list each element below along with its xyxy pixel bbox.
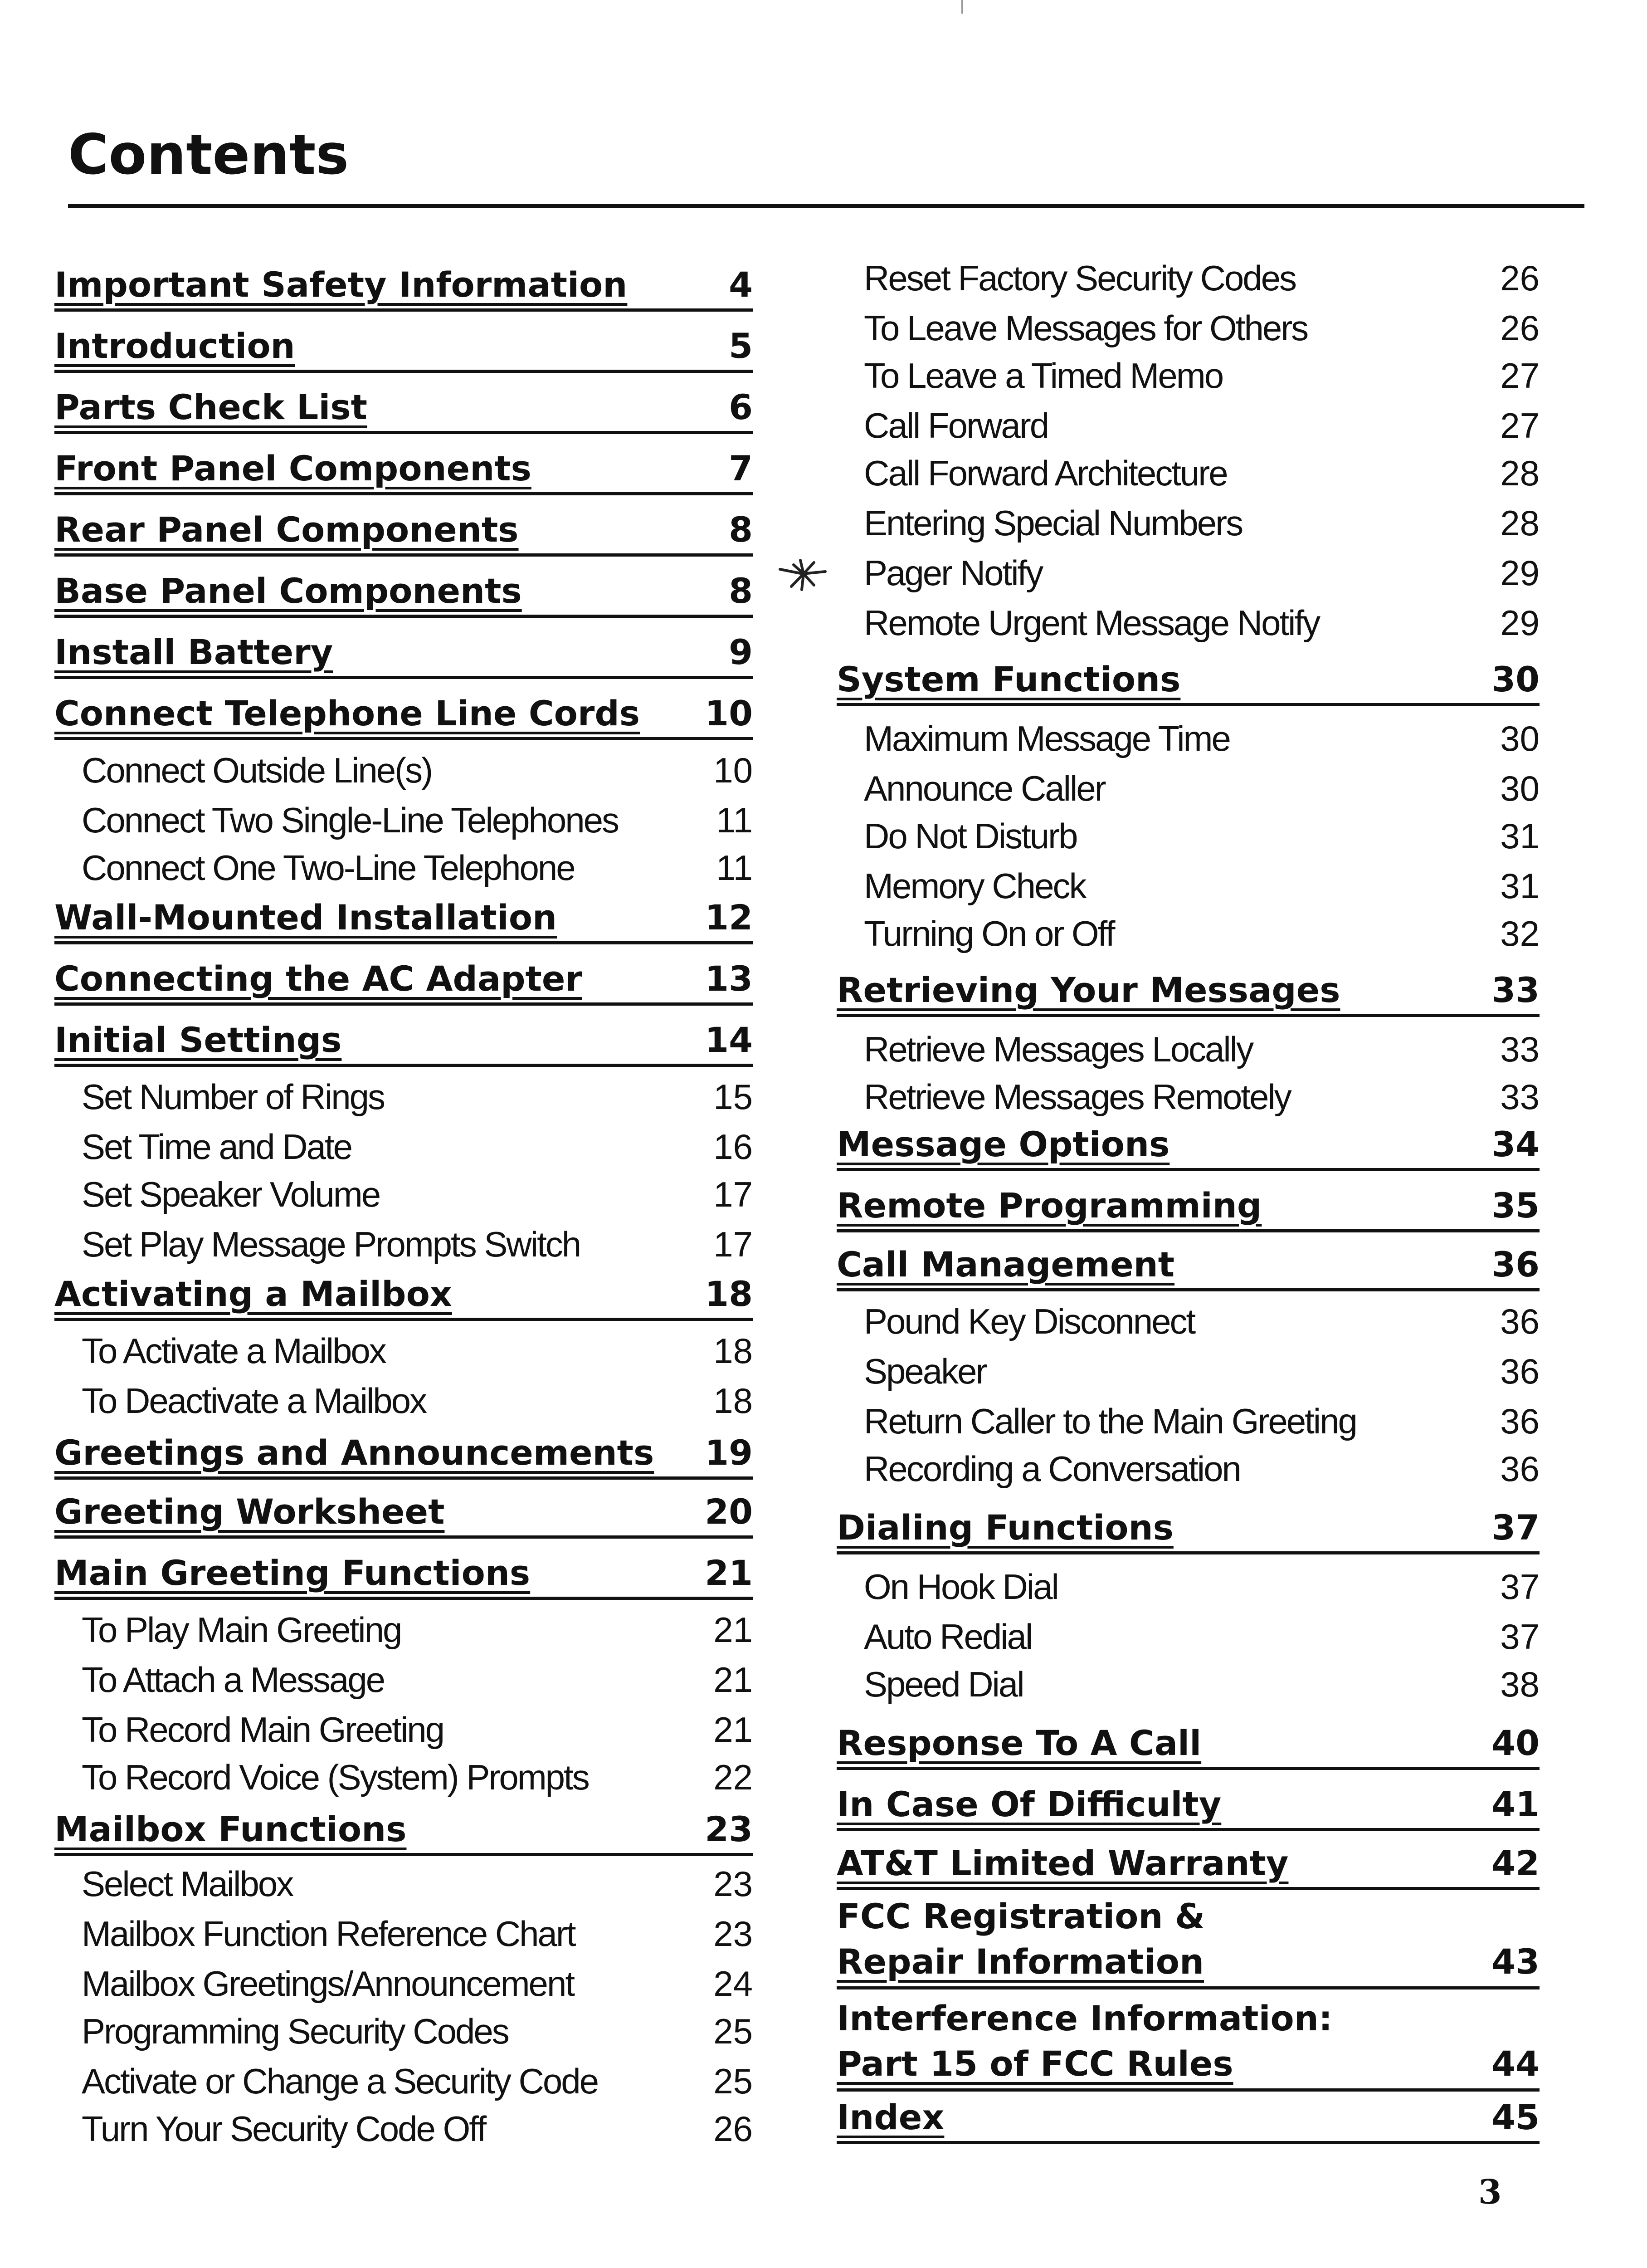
toc-page-number: 36 xyxy=(1500,1401,1540,1441)
toc-page-number: 40 xyxy=(1491,1723,1540,1763)
toc-subentry[interactable] xyxy=(837,1349,1540,1393)
toc-subentry[interactable] xyxy=(54,1862,753,1906)
toc-subentry[interactable] xyxy=(837,256,1540,300)
toc-entry-label: Mailbox Functions xyxy=(54,1809,407,1849)
toc-subentry[interactable] xyxy=(54,2009,753,2053)
toc-entry-label xyxy=(837,1996,1332,2087)
toc-entry-label: Turning On or Off xyxy=(864,914,1114,953)
toc-subentry[interactable] xyxy=(54,1173,753,1216)
toc-entry-label: Install Battery xyxy=(54,632,333,672)
toc-entry-label: Connect Outside Line(s) xyxy=(82,750,432,790)
toc-subentry[interactable] xyxy=(54,798,753,842)
toc-subentry[interactable] xyxy=(837,1615,1540,1658)
toc-page-number: 27 xyxy=(1500,356,1540,396)
toc-entry-label: Base Panel Components xyxy=(54,571,522,611)
toc-page-number: 36 xyxy=(1491,1244,1540,1285)
toc-entry-label: Dialing Functions xyxy=(837,1507,1174,1548)
toc-entry-label: Reset Factory Security Codes xyxy=(864,258,1296,298)
toc-entry-label: Mailbox Greetings/Announcement xyxy=(82,1964,574,2004)
toc-page-number: 28 xyxy=(1500,453,1540,493)
toc-entry-label: Retrieving Your Messages xyxy=(837,970,1340,1010)
toc-subentry[interactable] xyxy=(837,451,1540,495)
toc-section-entry[interactable] xyxy=(54,569,753,618)
toc-page-number: 15 xyxy=(713,1077,753,1117)
toc-page-number: 41 xyxy=(1491,1784,1540,1824)
toc-subentry[interactable] xyxy=(837,912,1540,955)
toc-entry-label: Activating a Mailbox xyxy=(54,1274,452,1314)
toc-subentry[interactable] xyxy=(837,1399,1540,1443)
toc-subentry[interactable] xyxy=(837,814,1540,858)
toc-page-number: 35 xyxy=(1491,1185,1540,1226)
toc-page-number: 10 xyxy=(705,693,753,733)
toc-section-entry[interactable] xyxy=(54,1490,753,1539)
toc-page-number: 37 xyxy=(1500,1617,1540,1657)
toc-entry-label: Remote Urgent Message Notify xyxy=(864,603,1320,643)
toc-section-entry[interactable] xyxy=(54,896,753,944)
toc-section-entry[interactable] xyxy=(54,508,753,557)
toc-entry-label: Call Forward Architecture xyxy=(864,453,1227,493)
hand-drawn-star-icon xyxy=(775,551,830,596)
toc-page-number: 9 xyxy=(729,632,753,672)
toc-entry-label: Set Time and Date xyxy=(82,1127,352,1167)
toc-entry-label: Pager Notify xyxy=(864,553,1043,593)
toc-page-number: 31 xyxy=(1500,816,1540,856)
toc-entry-label: Connecting the AC Adapter xyxy=(54,958,582,999)
toc-subentry[interactable] xyxy=(837,767,1540,810)
toc-page-number: 18 xyxy=(705,1274,753,1314)
toc-page-number: 10 xyxy=(713,750,753,790)
page-title: Contents xyxy=(68,122,349,187)
toc-entry-label: Rear Panel Components xyxy=(54,509,519,550)
toc-page-number: 34 xyxy=(1491,1124,1540,1164)
toc-section-entry[interactable] xyxy=(54,1808,753,1856)
toc-entry-label: Select Mailbox xyxy=(82,1864,293,1904)
toc-page-number: 33 xyxy=(1500,1077,1540,1117)
toc-subentry[interactable] xyxy=(54,1962,753,2005)
toc-entry-label: Set Number of Rings xyxy=(82,1077,384,1117)
toc-subentry[interactable] xyxy=(54,748,753,792)
toc-subentry[interactable] xyxy=(54,1658,753,1701)
toc-entry-label: To Leave Messages for Others xyxy=(864,308,1308,348)
toc-subentry[interactable] xyxy=(54,1608,753,1652)
toc-page-number: 44 xyxy=(1491,2043,1540,2084)
toc-page-number: 16 xyxy=(713,1127,753,1167)
toc-page-number: 23 xyxy=(713,1864,753,1904)
toc-section-entry[interactable] xyxy=(54,1272,753,1321)
toc-entry-label: To Record Voice (System) Prompts xyxy=(82,1757,589,1797)
toc-entry-label: Do Not Disturb xyxy=(864,816,1077,856)
toc-subentry[interactable] xyxy=(54,1708,753,1751)
toc-page-number: 11 xyxy=(716,848,753,888)
toc-page-number: 45 xyxy=(1491,2097,1540,2137)
toc-entry-label: Programming Security Codes xyxy=(82,2011,508,2051)
toc-page-number: 17 xyxy=(713,1174,753,1214)
toc-section-entry[interactable] xyxy=(837,1894,1540,1989)
toc-entry-label-line2: Repair Information xyxy=(837,1941,1204,1982)
toc-section-entry[interactable] xyxy=(837,1783,1540,1831)
toc-page-number: 36 xyxy=(1500,1301,1540,1341)
toc-entry-label: Set Play Message Prompts Switch xyxy=(82,1224,580,1264)
toc-section-entry[interactable] xyxy=(837,1842,1540,1890)
toc-section-entry[interactable] xyxy=(837,1996,1540,2092)
toc-entry-label: Announce Caller xyxy=(864,768,1105,808)
toc-subentry[interactable] xyxy=(837,404,1540,447)
toc-subentry[interactable] xyxy=(54,1222,753,1266)
toc-page-number: 23 xyxy=(705,1809,753,1849)
toc-section-entry[interactable] xyxy=(54,263,753,312)
toc-entry-label: Index xyxy=(837,2097,945,2137)
toc-page-number: 36 xyxy=(1500,1351,1540,1391)
toc-entry-label: To Leave a Timed Memo xyxy=(864,356,1223,396)
toc-subentry[interactable] xyxy=(54,1912,753,1955)
toc-section-entry[interactable] xyxy=(54,1551,753,1600)
toc-page-number: 26 xyxy=(1500,308,1540,348)
toc-page-number: 4 xyxy=(729,264,753,305)
toc-entry-label xyxy=(837,1894,1205,1984)
toc-page-number: 19 xyxy=(705,1432,753,1473)
toc-entry-label: To Play Main Greeting xyxy=(82,1610,401,1650)
toc-entry-label: Auto Redial xyxy=(864,1617,1032,1657)
toc-entry-label: Main Greeting Functions xyxy=(54,1553,531,1593)
toc-section-entry[interactable] xyxy=(837,1184,1540,1232)
toc-section-entry[interactable] xyxy=(837,1721,1540,1770)
toc-subentry[interactable] xyxy=(837,864,1540,908)
toc-subentry[interactable] xyxy=(837,1447,1540,1491)
toc-subentry[interactable] xyxy=(837,354,1540,397)
toc-entry-label: Set Speaker Volume xyxy=(82,1174,380,1214)
toc-page-number: 30 xyxy=(1500,768,1540,808)
toc-subentry[interactable] xyxy=(837,501,1540,545)
toc-section-entry[interactable] xyxy=(54,386,753,434)
toc-subentry[interactable] xyxy=(54,1125,753,1168)
toc-section-entry[interactable] xyxy=(54,447,753,495)
toc-section-entry[interactable] xyxy=(837,1506,1540,1554)
toc-page-number: 37 xyxy=(1491,1507,1540,1548)
toc-entry-label: Parts Check List xyxy=(54,387,367,427)
toc-entry-label: Remote Programming xyxy=(837,1185,1262,1226)
toc-page-number: 8 xyxy=(729,509,753,550)
toc-entry-label: Response To A Call xyxy=(837,1723,1202,1763)
toc-page-number: 31 xyxy=(1500,866,1540,906)
toc-entry-label: Greetings and Announcements xyxy=(54,1432,654,1473)
toc-entry-label: On Hook Dial xyxy=(864,1567,1058,1607)
toc-entry-label: Important Safety Information xyxy=(54,264,628,305)
toc-subentry[interactable] xyxy=(54,2059,753,2103)
toc-entry-label: AT&T Limited Warranty xyxy=(837,1843,1289,1883)
toc-entry-label-line1: Interference Information: xyxy=(837,1998,1333,2038)
toc-section-entry[interactable] xyxy=(837,658,1540,706)
toc-page-number: 30 xyxy=(1500,719,1540,758)
toc-page-number: 36 xyxy=(1500,1449,1540,1489)
toc-subentry[interactable] xyxy=(54,1075,753,1119)
toc-page-number: 18 xyxy=(713,1381,753,1421)
toc-subentry[interactable] xyxy=(837,1565,1540,1608)
toc-page-number: 43 xyxy=(1491,1941,1540,1982)
toc-page-number: 32 xyxy=(1500,914,1540,953)
toc-entry-label: Recording a Conversation xyxy=(864,1449,1240,1489)
toc-subentry[interactable] xyxy=(837,1662,1540,1706)
toc-subentry[interactable] xyxy=(54,1379,753,1422)
toc-page-number: 21 xyxy=(713,1710,753,1750)
toc-entry-label: Call Management xyxy=(837,1244,1175,1285)
toc-entry-label: Initial Settings xyxy=(54,1020,342,1060)
toc-entry-label: Return Caller to the Main Greeting xyxy=(864,1401,1356,1441)
toc-subentry[interactable] xyxy=(837,1300,1540,1343)
toc-entry-label-line1: FCC Registration & xyxy=(837,1896,1205,1936)
toc-page-number: 29 xyxy=(1500,603,1540,643)
toc-entry-label: Greeting Worksheet xyxy=(54,1491,445,1532)
scan-mark xyxy=(961,0,963,14)
toc-page-number: 33 xyxy=(1491,970,1540,1010)
toc-section-entry[interactable] xyxy=(54,1018,753,1067)
title-rule xyxy=(68,204,1584,208)
toc-section-entry[interactable] xyxy=(54,692,753,740)
toc-page-number: 24 xyxy=(713,1964,753,2004)
toc-entry-label: Pound Key Disconnect xyxy=(864,1301,1195,1341)
toc-entry-label-line2: Part 15 of FCC Rules xyxy=(837,2043,1233,2084)
toc-page-number: 20 xyxy=(705,1491,753,1532)
toc-page-number: 8 xyxy=(729,571,753,611)
toc-page-number: 12 xyxy=(705,897,753,938)
toc-page-number: 28 xyxy=(1500,503,1540,543)
toc-entry-label: In Case Of Difficulty xyxy=(837,1784,1222,1824)
toc-page-number: 25 xyxy=(713,2011,753,2051)
toc-page-number: 42 xyxy=(1491,1843,1540,1883)
toc-entry-label: Message Options xyxy=(837,1124,1170,1164)
toc-entry-label: Entering Special Numbers xyxy=(864,503,1243,543)
toc-entry-label: System Functions xyxy=(837,659,1181,699)
toc-page-number: 21 xyxy=(713,1660,753,1700)
toc-entry-label: Call Forward xyxy=(864,406,1048,445)
toc-page-number: 38 xyxy=(1500,1664,1540,1704)
toc-page-number: 27 xyxy=(1500,406,1540,445)
toc-page-number: 23 xyxy=(713,1914,753,1954)
toc-page-number: 22 xyxy=(713,1757,753,1797)
toc-subentry[interactable] xyxy=(837,717,1540,760)
toc-section-entry[interactable] xyxy=(837,2096,1540,2144)
toc-page-number: 21 xyxy=(705,1553,753,1593)
toc-subentry[interactable] xyxy=(54,1329,753,1373)
toc-section-entry[interactable] xyxy=(54,324,753,373)
toc-entry-label: Connect One Two-Line Telephone xyxy=(82,848,575,888)
toc-page-number: 17 xyxy=(713,1224,753,1264)
toc-page-number: 7 xyxy=(729,448,753,489)
toc-entry-label: To Record Main Greeting xyxy=(82,1710,444,1750)
toc-entry-label: To Deactivate a Mailbox xyxy=(82,1381,426,1421)
toc-page-number: 33 xyxy=(1500,1029,1540,1069)
toc-page-number: 11 xyxy=(716,800,753,840)
toc-subentry[interactable] xyxy=(837,1027,1540,1071)
page-number: 3 xyxy=(1478,2173,1502,2212)
toc-entry-label: Introduction xyxy=(54,326,295,366)
toc-entry-label: Retrieve Messages Locally xyxy=(864,1029,1253,1069)
toc-page-number: 21 xyxy=(713,1610,753,1650)
toc-subentry[interactable] xyxy=(54,1755,753,1799)
toc-subentry[interactable] xyxy=(837,306,1540,350)
toc-page-number: 25 xyxy=(713,2061,753,2101)
toc-entry-label: Front Panel Components xyxy=(54,448,531,489)
toc-section-entry[interactable] xyxy=(54,1431,753,1480)
toc-page-number: 14 xyxy=(705,1020,753,1060)
toc-page-number: 18 xyxy=(713,1331,753,1371)
toc-section-entry[interactable] xyxy=(837,968,1540,1017)
toc-entry-label: Speed Dial xyxy=(864,1664,1023,1704)
toc-entry-label: Wall-Mounted Installation xyxy=(54,897,557,938)
toc-entry-label: Mailbox Function Reference Chart xyxy=(82,1914,575,1954)
toc-entry-label: Speaker xyxy=(864,1351,986,1391)
toc-section-entry[interactable] xyxy=(837,1243,1540,1291)
toc-entry-label: Connect Two Single-Line Telephones xyxy=(82,800,619,840)
toc-subentry[interactable] xyxy=(837,601,1540,645)
toc-subentry[interactable] xyxy=(54,846,753,890)
toc-entry-label: Maximum Message Time xyxy=(864,719,1230,758)
toc-entry-label: Retrieve Messages Remotely xyxy=(864,1077,1291,1117)
toc-entry-label: Connect Telephone Line Cords xyxy=(54,693,640,733)
toc-section-entry[interactable] xyxy=(837,1123,1540,1171)
toc-page-number: 26 xyxy=(713,2109,753,2149)
toc-entry-label: Memory Check xyxy=(864,866,1086,906)
toc-section-entry[interactable] xyxy=(54,631,753,679)
toc-page-number: 37 xyxy=(1500,1567,1540,1607)
toc-entry-label: Turn Your Security Code Off xyxy=(82,2109,486,2149)
toc-page-number: 26 xyxy=(1500,258,1540,298)
toc-page-number: 13 xyxy=(705,958,753,999)
toc-page-number: 6 xyxy=(729,387,753,427)
toc-entry-label: Activate or Change a Security Code xyxy=(82,2061,598,2101)
toc-subentry[interactable] xyxy=(837,1075,1540,1119)
toc-subentry[interactable] xyxy=(54,2107,753,2151)
toc-entry-label: To Attach a Message xyxy=(82,1660,385,1700)
toc-page-number: 29 xyxy=(1500,553,1540,593)
toc-entry-label: To Activate a Mailbox xyxy=(82,1331,385,1371)
toc-page-number: 30 xyxy=(1491,659,1540,699)
toc-page-number: 5 xyxy=(729,326,753,366)
toc-subentry[interactable] xyxy=(837,551,1540,595)
toc-section-entry[interactable] xyxy=(54,957,753,1006)
